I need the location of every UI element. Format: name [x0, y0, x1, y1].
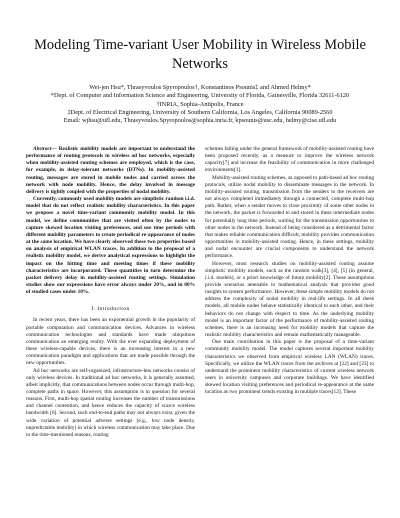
abstract-paragraph	[26, 146, 195, 196]
abstract-paragraph-2: Currently, commonly used mobility models are simplistic random i.i.d. model that do not reflect realistic mobility characteristics. In this paper we propose a novel time-variant community mobility model. In this model, we define communities that are visited often by the nodes to capture skewed location visiting preferences, and use time periods with different mobility parameters to create periodical re-appearance of nodes at the same location. We have clearly observed these two properties based on analysis of empirical WLAN traces. In addition to the proposal of a realistic mobility model, we derive analytical expressions to highlight the impact on the hitting time and meeting times if these mobility characteristics are incorporated. These quantities in turn determine the packet delivery delay in mobility-assisted routing settings. Simulation studies show our expressions have error always under 20%, and in 80% of studied cases under 10%.	[26, 196, 195, 296]
email-line: Email: wjhsu@ufl.edu, Thrasyvoulos.Spyropoulos@sophia.inria.fr, kpsounis@usc.edu, helmy@cise.ufl.edu	[63, 117, 337, 125]
body-paragraph: However, most research studies on mobility-assisted routing assume simplistic mobility models, such as the random walk[3], [4], [5] (in general, i.i.d. models), or a priori knowledge of future mobility[2]. These assumptions provide scenarios amenable to mathematical analysis that provides good insights to system performance. However, these simple mobility models do not address the complexity of nodal mobility in real-life settings. In all these models, all mobile nodes behave statistically identical to each other, and their behaviors do not change with respect to time. As the underlying mobility model is an important factor of the performance of mobility-assisted routing schemes, there is an increasing need for mobility models that capture the realistic mobility characteristics and remain mathematically manageable.	[205, 260, 374, 339]
author-names: Wei-jen Hsu*, Thrasyvoulos Spyropoulos†, Konstantinos Psounis‡ and Ahmed Helmy*	[89, 84, 311, 91]
intro-paragraph: In recent years, there has been an exponential growth in the popularity of portable computation and communication devices. Advances in wireless communication technologies and standards have made ubiquitous communication an emerging reality. With the ever expanding deployment of these wireless-capable devices, there is an increasing interest in a new communication paradigm and applications that are made possible through the new opportunities.	[26, 317, 195, 367]
abstract-label: Abstract	[33, 146, 52, 152]
body-paragraph: Mobility-assisted routing schemes, as opposed to path-based ad hoc routing protocols, utilize nodal mobility to disseminate messages in the network. In mobility-assisted routing, transmission from the senders to the receivers are not always completed immediately through a connected, complete multi-hop path. Rather, when a sender moves to close proximity of some other nodes in the network, the packet is forwarded to and stored in these intermediate nodes for potentially long time periods, waiting for the transmission opportunities to other nodes in the network. Instead of being considered as a detrimental factor that makes reliable communication difficult, mobility provides communication opportunities in mobility-assisted routing. Hence, in these settings, mobility and nodal encounter are crucial components to understand the network performance.	[205, 174, 374, 260]
author-block	[26, 84, 374, 125]
abstract-text: — Realistic mobility models are important to understand the performance of routing protocols in wireless ad hoc networks, especially when mobility-assisted routing schemes are employed, which is the case, for example, in delay-tolerant networks (DTNs). In mobility-assisted routing, messages are stored in mobile nodes and carried across the network with node mobility. Hence, the delay involved in message delivery is tightly coupled with the properties of nodal mobility.	[26, 146, 195, 195]
right-column	[205, 146, 374, 439]
body-paragraph: schemes falling under the general framework of mobility-assisted routing have been proposed recently, as a measure to improve the wireless network capacity[7] and increase the feasibility of communication in more challenged environments[1].	[205, 146, 374, 174]
affiliation-line: *Dept. of Computer and Information Science and Engineering, University of Florida, Gainesville, Florida 32611-6120	[50, 92, 350, 100]
left-column	[26, 146, 195, 439]
affiliation-line: ‡Dept. of Electrical Engineering, University of Southern California, Los Angeles, California 90089-2560	[67, 108, 333, 116]
affiliation-line: †INRIA, Sophia-Antipolis, France	[156, 100, 244, 108]
paper-title: Modeling Time-variant User Mobility in Wireless Mobile Networks	[34, 37, 366, 72]
body-paragraph: One main contribution in this paper is the proposal of a time-variant community mobility model. The model captures several important mobility characteristics we observed from empirical wireless LAN (WLAN) traces. Specifically, we utilize the WLAN traces from the archives at [22] and [23] to understand the prominent mobility characteristics of current wireless network users in university campuses and corporate buildings. We have identified skewed location visiting preferences and periodical re-appearance at the same location as two prominent trends existing in multiple traces[12]. These	[205, 339, 374, 396]
intro-paragraph: Ad hoc networks are self-organized, infrastructure-less networks consist of only wireless devices. In traditional ad hoc networks, it is generally assumed, albeit implicitly, that communications between nodes occur through multi-hop, complete paths in space. However, this assumption is in question for several reasons. First, multi-hop spatial routing increases the number of transmissions and channel contention, and hence reduces the capacity of scarce wireless bandwidth [6]. Second, such end-to-end paths may not always exist, given the wide variation of potential adverse settings (e.g., low node density, unpredictable mobility) in which wireless communication may take place. Due to the time-mentioned reasons, routing	[26, 367, 195, 438]
body-columns	[26, 146, 374, 439]
section-heading: I. Introduction	[91, 306, 130, 313]
